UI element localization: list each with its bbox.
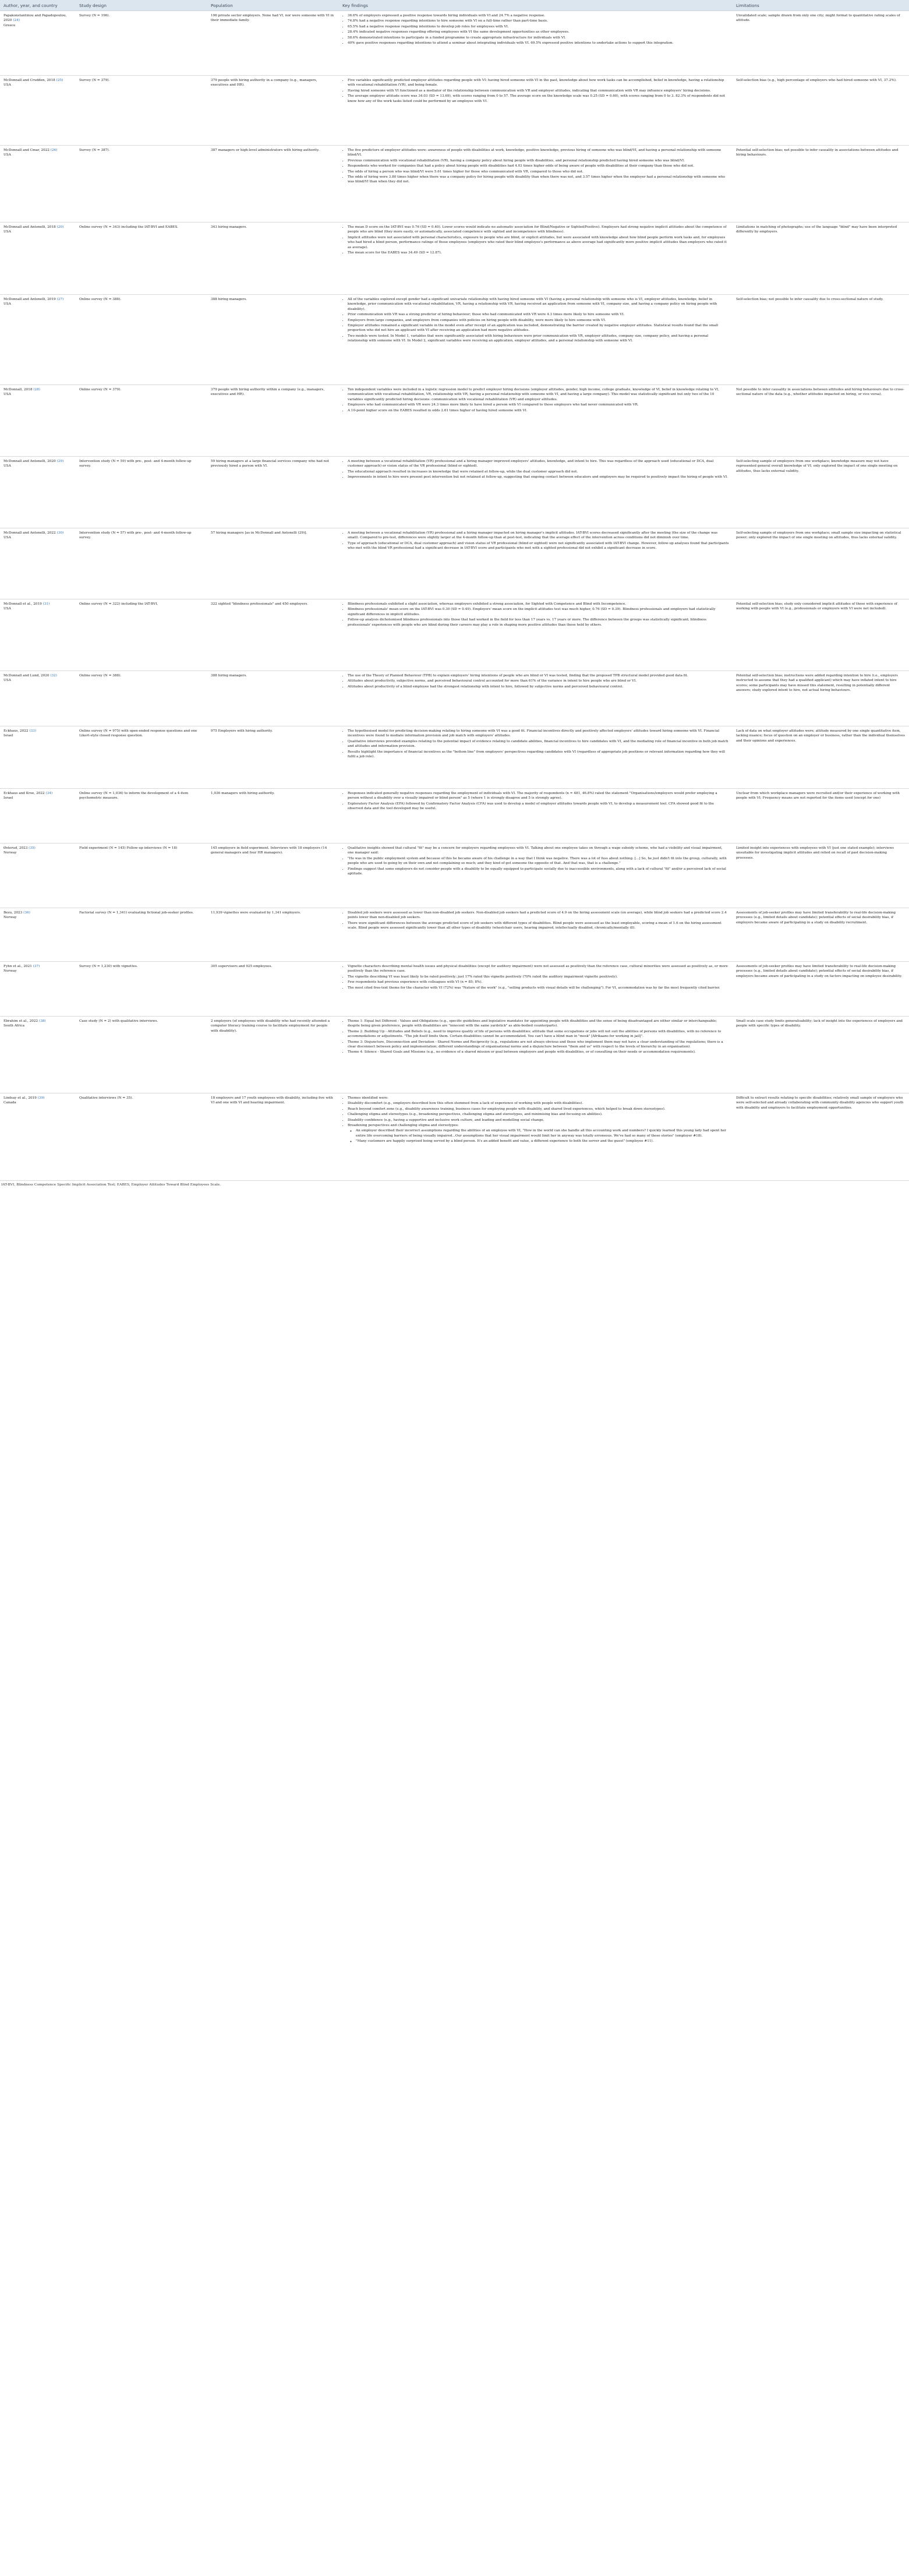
table-row [0, 599, 909, 671]
header-population: Population [207, 0, 339, 11]
population-cell: 343 hiring managers. [207, 223, 339, 295]
limitations-cell: Difficult to extract results relating to specific disabilities; relatively small sample of employers who were self-selected and already collaborating with community disability agencies who support youth with disability and employers to facilitate employment opportunities. [733, 1093, 909, 1181]
table-row [0, 962, 909, 1017]
author-name: McDonnall and Lund, 2020 [3, 674, 49, 677]
author-cell [0, 599, 76, 671]
limitations-cell: Potential self-selection bias; not possible to infer causality in associations between attitudes and hiring behaviours. [733, 146, 909, 223]
study-design-cell: Field experiment (N = 145) Follow-up interviews (N = 18) [76, 844, 207, 908]
study-design-cell: Survey (N = 1,230) with vignettes. [76, 962, 207, 1017]
table-container [0, 0, 909, 1189]
author-name: Ebrahim et al., 2022 [3, 1019, 38, 1023]
author-name: McDonnall et al., 2019 [3, 602, 42, 606]
finding-item: • The mean score for the EABES was 34.49 (SD = 12.87). [348, 250, 729, 255]
finding-item: • 36.6% of employers expressed a positive response towards hiring individuals with VI and 24.7% a negative response. [348, 13, 729, 18]
finding-item: • Qualitative insights showed that cultural "fit" may be a concern for employers regarding employees with VI. Talking about one employee takes on through a wage subsidy scheme, who had a visibility and visual impairment, one manager said: [348, 846, 729, 856]
findings-list [342, 1096, 729, 1144]
key-findings-cell [339, 908, 733, 962]
reference-link[interactable]: (32) [50, 674, 57, 677]
limitations-cell: Potential self-selection bias; study only considered implicit attitudes of those with experience of working with people with VI (e.g., professionals or employers with VI were not included). [733, 599, 909, 671]
table-row [0, 385, 909, 457]
reference-link[interactable]: (39) [37, 1096, 45, 1100]
country: South Africa [3, 1024, 24, 1028]
reference-link[interactable]: (37) [33, 965, 40, 968]
key-findings-cell [339, 844, 733, 908]
findings-list [342, 78, 729, 104]
finding-item: • Prior communication with VR was a strong predictor of hiring behaviour; those who had communicated with VR were 4.3 times more likely to hire someone with VI. [348, 312, 729, 317]
quotes-list [348, 1128, 729, 1144]
findings-list [342, 729, 729, 759]
key-findings-cell [339, 1093, 733, 1181]
finding-item: • The odds of hiring a person who was blind/VI were 5.61 times higher for those who communicated with VR, compared to those who did not. [348, 170, 729, 174]
country: USA [3, 679, 11, 683]
author-cell [0, 385, 76, 457]
author-cell [0, 76, 76, 146]
study-design-cell: Online survey (N = 388). [76, 671, 207, 726]
limitations-cell: Limitations in matching of photographs; use of the language "blind" may have been interpreted differently by employers. [733, 223, 909, 295]
finding-item: • A meeting between a vocational rehabilitation (VR) professional and a hiring manager improved employers' attitudes, knowledge, and intent to hire. This was regardless of the approach used (educational or DCA, dual customer approach) or vision status of the VR professional (blind or sighted). [348, 459, 729, 469]
key-findings-cell [339, 385, 733, 457]
study-design-cell: Case study (N = 2) with qualitative interviews. [76, 1017, 207, 1093]
finding-item: • Disability discomfort (e.g., employers described how this often stemmed from a lack of experience of working with people with disabilities). [348, 1101, 729, 1106]
limitations-cell: Self-selection bias; not possible to infer causality due to cross-sectional nature of study. [733, 295, 909, 385]
finding-item: • The odds of hiring were 3.80 times higher when there was a company policy for hiring people with disability than when there was not, and 3.57 times higher when the employer had a personal relationship with someone who was blind/VI than when they did not. [348, 175, 729, 185]
findings-list [342, 846, 729, 876]
finding-item: • Employers who had communicated with VR were 24.3 times more likely to have hired a person with VI compared to those employers who had never communicated with VR. [348, 403, 729, 407]
country: USA [3, 230, 11, 234]
finding-item: • Employers from large companies, and employers from companies with policies on hiring people with disability, were more likely to hire someone with VI. [348, 318, 729, 323]
reference-link[interactable]: (27) [56, 298, 64, 301]
finding-item: • Responses indicated generally negative responses regarding the employment of individuals with VI. The majority of respondents (n = 481, 46.8%) rated the statement "Organisations/employers would prefer employing a person without a disability over a visually impaired or blind person" as 5 (where 1 is strongly disagree and 5 is strongly agree). [348, 791, 729, 801]
study-design-cell: Survey (N = 196). [76, 11, 207, 76]
finding-item: • The vignette describing VI was least likely to be rated positively; just 17% rated this vignette positively (70% rated the auditory impairment vignette positively). [348, 975, 729, 979]
table-row [0, 671, 909, 726]
study-design-cell: Online survey (N = 388). [76, 295, 207, 385]
reference-link[interactable]: (35) [29, 846, 36, 850]
findings-list [342, 964, 729, 990]
author-cell [0, 844, 76, 908]
finding-item: • 58.6% demonstrated intentions to participate in a funded programme to create appropriate infrastructure for individuals with VI. [348, 36, 729, 40]
finding-item: • Vignette characters describing mental health issues and physical disabilities (except for auditory impairment) were not assessed as positively than the reference case, cultural minorities were assessed as positively as, or more positively than the reference case. [348, 964, 729, 974]
finding-item: • The educational approach resulted in increases in knowledge that were retained at follow-up, while the dual customer approach did not. [348, 470, 729, 474]
findings-list [342, 297, 729, 344]
findings-list [342, 673, 729, 689]
table-row [0, 11, 909, 76]
finding-item: • There were significant differences between the average predicted score of job seekers with different types of disabilities. Blind people were assessed as the least employable, scoring a mean of 1.6 on the hiring assessment scale. Blind people were assessed significantly lower than all other types of disability (wheelchair users, hearing impaired, intellectually disabled, chronically/mentally ill). [348, 921, 729, 931]
author-cell [0, 789, 76, 844]
finding-item: • Results highlight the importance of financial incentives as the "bottom line" from employers' perspectives regarding candidates with VI (regardless of appropriate job positions or relevant information regarding how they will fulfil a job role). [348, 750, 729, 760]
finding-item: • A 10-point higher score on the EABES resulted in odds 2.61 times higher of having hired someone with VI. [348, 408, 729, 413]
author-cell [0, 223, 76, 295]
finding-item: • Broadening perspectives and challenging stigma and stereotypes: [348, 1123, 729, 1128]
key-findings-cell [339, 76, 733, 146]
finding-item: • Implicit attitudes were not associated with personal characteristics, exposure to people who are blind, or explicit attitudes, but were associated with knowledge about how blind people perform work tasks and, for employees who had hired a blind person, performance ratings of those employees (employers who rated their blind employee's performance as above average had significantly more positive implicit attitudes than employers who rated it as average). [348, 235, 729, 250]
findings-list [342, 148, 729, 185]
table-row [0, 726, 909, 789]
limitations-cell: Self-selecting sample of employers from one workplace; small sample size impacting on statistical power; only explored the impact of one single meeting on attitudes, thus lacks external validity. [733, 528, 909, 599]
author-cell [0, 1093, 76, 1181]
finding-item: • Blindness professionals exhibited a slight association, whereas employers exhibited a strong association, for Sighted with Competence and Blind with Incompetence. [348, 602, 729, 606]
table-body [0, 11, 909, 1181]
country: USA [3, 153, 11, 157]
finding-item: • Follow-up analysis dichotomised blindness professionals into those that had worked in the field for less than 17 years vs. 17 years or more. The difference between the groups was statistically significant; blindness professionals' experiences with people who are blind during their careers may play a role in shaping more positive attitudes than those held by others. [348, 617, 729, 627]
author-name: Lindsay et al., 2019 [3, 1096, 37, 1100]
finding-item: • Type of approach (educational or DCA, dual customer approach) and vision status of VR professional (blind or sighted) were not significantly associated with IAT-BVI change. However, follow-up analyses found that participants who met with the blind VR professional had a significant decrease in IAT-BVI score and participants who met with a sighted professional did not exhibit a significant decrease in score. [348, 541, 729, 551]
limitations-cell: Self-selecting sample of employers from one workplace; knowledge measure may not have represented general overall knowledge of VI; only explored the impact of one single meeting on attitudes, thus lacks external validity. [733, 457, 909, 528]
author-cell [0, 671, 76, 726]
finding-item: • 74.8% had a negative response regarding intentions to hire someone with VI on a full-time rather than part-time basis. [348, 19, 729, 23]
limitations-cell: Not possible to infer causality in associations between attitudes and hiring behaviours due to cross-sectional nature of the data (e.g., whether attitudes impacted on hiring, or vice versa). [733, 385, 909, 457]
header-author: Author, year, and country [0, 0, 76, 11]
evidence-table [0, 0, 909, 1181]
population-cell: 59 hiring managers at a large financial services company who had not previously hired a person with VI. [207, 457, 339, 528]
finding-item: • Disabled job seekers were assessed as lower than non-disabled job seekers. Non-disabled job seekers had a predicted score of 4.9 on the hiring assessment scale (on average), while blind job seekers had a predicted score 2.4 points lower than non-disabled job seekers. [348, 911, 729, 920]
key-findings-cell [339, 223, 733, 295]
population-cell: 145 employers in field experiment. Interviews with 18 employers (14 general managers and four HR managers). [207, 844, 339, 908]
quote-item: ◦ "Many customers are happily surprised being served by a blind person. It's an added benefit and value, a different experience to both the server and the guest" (employee #11). [356, 1139, 729, 1144]
author-name: McDonnall and Crudden, 2018 [3, 79, 55, 82]
finding-item: • 65.5% had a negative response regarding intentions to develop job roles for employees with VI. [348, 24, 729, 29]
key-findings-cell [339, 528, 733, 599]
population-cell: 379 people with hiring authority in a company (e.g., managers, executives and HR). [207, 76, 339, 146]
findings-list [342, 791, 729, 811]
limitations-cell: Limited insight into experiences with employees with VI (just one stated example); interviews unsuitable for investigating implicit attitudes and relied on recall of past decision-making processes. [733, 844, 909, 908]
key-findings-cell [339, 789, 733, 844]
author-name: McDonnall and Antonelli, 2022 [3, 531, 56, 535]
table-row [0, 223, 909, 295]
population-cell: 2 employers (of employees with disability who had recently attended a computer literacy training course to facilitate employment for people with disability). [207, 1017, 339, 1093]
finding-item: • The hypothesised model for predicting decision-making relating to hiring someone with VI was a good fit. Financial incentives directly and positively affected employers' attitudes toward hiring someone with VI. Financial incentives were found to mediate information provision and job match with employers' attitudes. [348, 729, 729, 739]
limitations-cell: Potential self-selection bias; instructions were added regarding intention to hire (i.e., employers instructed to assume that they had a qualified applicant) which may have inflated intent to hire scores; some participants may have missed this statement, resulting in potentially different answers; study explored intent to hire, not actual hiring behaviours. [733, 671, 909, 726]
reference-link[interactable]: (33) [29, 729, 37, 733]
reference-link[interactable]: (29) [56, 460, 64, 463]
findings-list [342, 459, 729, 480]
finding-item: • All of the variables explored except gender had a significant univariate relationship with having hired someone with VI (having a personal relationship with someone who is VI, employer attitudes, knowledge, belief in knowledge, prior communication with vocational rehabilitation, VR, having a relationship with VR, having received an application from someone with VI, company size, and having a company policy on hiring people with disability). [348, 297, 729, 312]
findings-list [342, 602, 729, 627]
author-name: Fyhn et al., 2021 [3, 965, 32, 968]
population-cell: 57 hiring managers [as in McDonnall and Antonelli (29)]. [207, 528, 339, 599]
finding-item: • Challenging stigma and stereotypes (e.g., broadening perspectives, challenging stigma and stereotypes, and minimising bias and focusing on abilities). [348, 1112, 729, 1117]
finding-item: • 40% gave positive responses regarding intentions to attend a seminar about integrating individuals with VI. 69.5% expressed positive intentions to undertake actions to support this integration. [348, 41, 729, 45]
finding-item: • The most cited free-text theme for the character with VI (72%) was "Nature of the work" (e.g., "selling products with visual details will be challenging"). For VI, accommodation was by far the most frequently cited barrier. [348, 986, 729, 990]
study-design-cell: Survey (N = 379). [76, 76, 207, 146]
finding-item: • Theme 3: Disjuncture, Disconnection and Deviation - Shared Norms and Reciprocity (e.g., regulations are not always obvious and those who implement them may not have a clear understanding of the regulations; there is a clear disconnect between policy and implementation; different understandings of organisational norms and a disjuncture between "them and us" with respect to the levels of hierarchy in an organisation). [348, 1040, 729, 1050]
author-cell [0, 726, 76, 789]
finding-item: • Exploratory Factor Analysis (EFA) followed by Confirmatory Factor Analysis (CFA) was used to develop a model of employer attitudes towards people with VI, to develop a measurement tool. CFA showed good fit to the observed data and the tool developed may be useful. [348, 802, 729, 811]
finding-item: • "He was in the public employment system and because of this he became aware of his challenge in a way that I think was negative. There was a lot of fuss about nothing. [...] So, he just didn't fit into the group, culturally, with people who are used to going by on their own and not complaining so much; and they kind of got someone the opposite of that. And that was, that is a challenge." [348, 856, 729, 866]
country: Norway [3, 969, 17, 973]
population-cell: 387 managers or high-level administrators with hiring authority. [207, 146, 339, 223]
table-header [0, 0, 909, 11]
country: USA [3, 393, 11, 397]
reference-link[interactable]: (38) [38, 1019, 46, 1023]
author-cell [0, 962, 76, 1017]
limitations-cell: Self-selection bias (e.g., high percentage of employers who had hired someone with VI, 37.2%). [733, 76, 909, 146]
table-row [0, 908, 909, 962]
population-cell: 322 sighted "blindness professionals" and 450 employers. [207, 599, 339, 671]
country: USA [3, 464, 11, 468]
study-design-cell: Online survey (N = 1,036) to inform the development of a 4-item psychometric measure. [76, 789, 207, 844]
limitations-cell: Unvalidated scale; sample drawn from only one city; might format to quantitative rating scales of attitude. [733, 11, 909, 76]
reference-link[interactable]: (25) [56, 79, 63, 82]
author-cell [0, 908, 76, 962]
limitations-cell: Assessments of job-seeker profiles may have limited transferability to real-life decision-making processes (e.g., limited details about candidate); potential effects of social desirability bias, if employers became aware of participating in a study on disability recruitment. [733, 908, 909, 962]
finding-item: • Findings suggest that some employers do not consider people with a disability to be equally equipped to participate socially due to inaccessible environments, along with a lack of cultural "fit" and/or a perceived lack of social aptitude. [348, 867, 729, 877]
reference-link[interactable]: (20) [56, 225, 64, 229]
key-findings-cell [339, 671, 733, 726]
table-footnote: IAT-BVI, Blindness Competence Specific Implicit Association Test; EABES, Employer Attitudes Toward Blind Employees Scale. [1, 1183, 221, 1187]
table-row [0, 146, 909, 223]
country: Canada [3, 1101, 16, 1105]
header-limitations: Limitations [733, 0, 909, 11]
population-cell: 11,939 vignettes were evaluated by 1,341 employers. [207, 908, 339, 962]
study-design-cell: Factorial survey (N = 1,341) evaluating fictional job-seeker profiles. [76, 908, 207, 962]
study-design-cell: Online survey (N = 322) including the IAT-BVI. [76, 599, 207, 671]
study-design-cell: Intervention study (N = 57) with pre-, post- and 4-month follow-up survey. [76, 528, 207, 599]
country: Israel [3, 734, 13, 738]
table-row [0, 457, 909, 528]
study-design-cell: Online survey (N = 975) with open-ended response questions and one Likert-style closed response question. [76, 726, 207, 789]
author-name: McDonnall, 2018 [3, 388, 33, 391]
author-name: Papakonstantinou and Papadopoulou, 2020 [3, 14, 67, 23]
finding-item: • Two models were tested. In Model 1, variables that were significantly associated with hiring behaviours were prior communication with VR, employer attitudes, company size, company policy, and having a personal relationship with someone with VI. In Model 2, significant variables were receiving an application, employer attitudes, and a personal relationship with someone with VI. [348, 334, 729, 344]
population-cell: 305 supervisors and 925 employees. [207, 962, 339, 1017]
findings-list [342, 1019, 729, 1055]
finding-item: • Ten independent variables were included in a logistic regression model to predict employer hiring decisions (employer attitudes, gender, high income, college graduate, knowledge of VI, belief in knowledge relating to VI, communication with vocational rehabilitation, VR, relationship with VR, having a personal relationship with someone with VI, and having a large company). This model was statistically significant but only two of the 10 variables significantly predicted hiring decisions: communication with vocational rehabilitation (VR) and employer attitudes. [348, 387, 729, 402]
author-name: Østerud, 2023 [3, 846, 28, 850]
country: Israel [3, 796, 13, 800]
study-design-cell: Intervention study (N = 59) with pre-, post- and 4-month follow-up survey. [76, 457, 207, 528]
author-name: Bezu, 2023 [3, 911, 23, 915]
reference-link[interactable]: (28) [33, 388, 40, 391]
reference-link[interactable]: (34) [45, 792, 53, 795]
reference-link[interactable]: (26) [50, 149, 58, 152]
author-cell [0, 1017, 76, 1093]
key-findings-cell [339, 295, 733, 385]
limitations-cell: Assessments of job-seeker profiles may have limited transferability to real-life decision-making processes (e.g., limited details about candidate); potential effects of social desirability bias, if employers became aware of participating in a study on factors impacting on employee desirability. [733, 962, 909, 1017]
country: USA [3, 536, 11, 540]
finding-item: • Blindness professionals' mean score on the IAT-BVI was 0.30 (SD = 0.49). Employers' mean score on the implicit attitudes test was much higher, 0.76 (SD = 0.39). Blindness professionals and employers had statistically significant differences in implicit attitudes. [348, 607, 729, 617]
finding-item: • Qualitative interviews provided examples relating to the potential impact of evidence relating to candidate abilities, financial incentives to hire candidates with VI, and the mediating role of financial incentive in both job match and attitudes and information provision. [348, 739, 729, 749]
header-study-design: Study design [76, 0, 207, 11]
finding-item: • Having hired someone with VI functioned as a mediator of the relationship between communication with VR and employer attitudes, indicating that communication with VR may influence employers' hiring decisions. [348, 89, 729, 93]
country: Greece [3, 23, 16, 27]
key-findings-cell [339, 457, 733, 528]
table-row [0, 844, 909, 908]
finding-item: • 28.4% indicated negative responses regarding offering employees with VI the same development opportunities as other employees. [348, 30, 729, 34]
limitations-cell: Unclear from which workplace managers were recruited and/or their experience of working with people with VI; Frequency means are not reported for the items used (except for one) [733, 789, 909, 844]
finding-item: • Themes identified were: [348, 1096, 729, 1100]
author-cell [0, 146, 76, 223]
finding-item: • Previous communication with vocational rehabilitation (VR), having a company policy about hiring people with disabilities, and personal relationship predicted having hired someone who was blind/VI. [348, 158, 729, 163]
finding-item: • The use of the Theory of Planned Behaviour (TPB) to explain employers' hiring intentions of people who are blind or VI was tested, finding that the proposed TPB structural model provided good data fit. [348, 673, 729, 678]
findings-list [342, 531, 729, 551]
country: Norway [3, 916, 17, 920]
author-cell [0, 457, 76, 528]
author-cell [0, 528, 76, 599]
study-design-cell: Survey (N = 387). [76, 146, 207, 223]
key-findings-cell [339, 11, 733, 76]
table-row [0, 1093, 909, 1181]
author-name: Eckhaus and Kroe, 2022 [3, 792, 45, 795]
author-name: McDonnall and Antonelli, 2018 [3, 225, 56, 229]
population-cell: 18 employers and 17 youth employees with disability, including five with VI and one with VI and hearing impairment. [207, 1093, 339, 1181]
finding-item: • Few respondents had previous experience with colleagues with VI (n = 85; 8%). [348, 980, 729, 984]
country: Norway [3, 851, 17, 855]
finding-item: • Improvements in intent to hire were present post intervention but not retained at follow-up, suggesting that ongoing contact between educators and employers may be required to positively impact the hiring of people with VI. [348, 475, 729, 479]
findings-list [342, 225, 729, 255]
author-cell [0, 295, 76, 385]
population-cell: 1,036 managers with hiring authority. [207, 789, 339, 844]
finding-item: • Attitudes about productivity of a blind employee had the strongest relationship with intent to hire, followed by subjective norms and perceived behavioural control. [348, 684, 729, 689]
author-name: McDonnall and Cmar, 2022 [3, 149, 49, 152]
quote-item: ◦ An employer described their incorrect assumptions regarding the abilities of an employee with VI, "How in the world can she handle all this accounting work and numbers? I quickly learned this young lady had spent her entire life overcoming barriers of being visually impaired...Our assumptions that her visual impairment would limit her in anyway was totally erroneous. We've had so many of those stories" (employer #18). [356, 1128, 729, 1138]
author-name: McDonnall and Antonelli, 2020 [3, 460, 56, 463]
country: USA [3, 607, 11, 611]
reference-link[interactable]: (36) [23, 911, 30, 915]
study-design-cell: Online survey (N = 379). [76, 385, 207, 457]
study-design-cell: Qualitative interviews (N = 35). [76, 1093, 207, 1181]
finding-item: • Reach beyond comfort zone (e.g., disability awareness training, business cases for employing people with disability, and shared lived experiences, which helped to break down stereotypes). [348, 1107, 729, 1111]
finding-item: • The five predictors of employer attitudes were: awareness of people with disabilities at work, knowledge, positive knowledge, previous hiring of someone who was blind/VI, and having a personal relationship with someone blind/VI. [348, 148, 729, 158]
reference-link[interactable]: (30) [56, 531, 64, 535]
header-row [0, 0, 909, 11]
finding-item: • The mean D score on the IAT-BVI was 0.76 (SD = 0.40). Lower scores would indicate no automatic association for Blind/Negative or Sighted/Positive). Employers had strong negative implicit attitudes about the competence of people who are blind (they more easily, or automatically, associated competence with sighted and incompetence with blindness). [348, 225, 729, 235]
finding-item: • The average employer attitude score was 34.03 (SD = 13.69), with scores ranging from 0 to 57. The average score on the knowledge scale was 0.25 (SD = 0.60), with scores ranging from 0 to 3. 82.3% of respondents did not know how any of the work tasks listed could be performed by an employee with VI. [348, 94, 729, 104]
reference-link[interactable]: (24) [13, 19, 20, 23]
limitations-cell: Small scale case study limits generalisability; lack of insight into the experiences of employers and people with specific types of disability. [733, 1017, 909, 1093]
findings-list [342, 387, 729, 413]
limitations-cell: Lack of data on what employer attitudes were; attitude measured by one single quantitative item, lacking nuance; focus of question on an employer or business, rather than the individual themselves and their opinions and experiences. [733, 726, 909, 789]
population-cell: 388 hiring managers. [207, 671, 339, 726]
findings-list [342, 911, 729, 931]
key-findings-cell [339, 599, 733, 671]
key-findings-cell [339, 726, 733, 789]
table-row [0, 789, 909, 844]
country: USA [3, 302, 11, 306]
table-row [0, 295, 909, 385]
author-name: McDonnall and Antonelli, 2019 [3, 298, 56, 301]
table-row [0, 528, 909, 599]
key-findings-cell [339, 1017, 733, 1093]
author-name: Eckhaus, 2022 [3, 729, 29, 733]
population-cell: 975 Employers with hiring authority. [207, 726, 339, 789]
finding-item: • Employer attitudes remained a significant variable in the model even after receipt of an application was included, demonstrating the barrier created by negative employer attitudes. Statistical results found that the small proportion who did not hire an applicant with VI after receiving an application had more negative attitudes. [348, 323, 729, 333]
findings-list [342, 13, 729, 45]
population-cell: 196 private sector employers. None had VI, nor were someone with VI in their immediate family. [207, 11, 339, 76]
study-design-cell: Online survey (N = 343) including the IAT-BVI and EABES. [76, 223, 207, 295]
finding-item: • A meeting between a vocational rehabilitation (VR) professional and a hiring manager impacted on hiring manager's implicit attitudes. IAT-BVI scores decreased significantly after the meeting (the size of the change was small). Compared to pre-test, differences were slightly larger at the 4-month follow-up than at post-test, indicating that the average effect of the intervention across conditions did not diminish over time. [348, 531, 729, 541]
finding-item: • Attitudes about productivity, subjective norms, and perceived behavioural control accounted for more than 61% of the variance in intent to hire people who are blind or VI. [348, 679, 729, 683]
finding-item: • Five variables significantly predicted employer attitudes regarding people with VI: having hired someone with VI in the past, knowledge about how work tasks can be accomplished, belief in knowledge, having a relationship with vocational rehabilitation (VR), and being female. [348, 78, 729, 88]
table-row [0, 76, 909, 146]
reference-link[interactable]: (31) [43, 602, 50, 606]
country: USA [3, 83, 11, 87]
table-row [0, 1017, 909, 1093]
population-cell: 379 people with hiring authority within a company (e.g., managers, executives and HR). [207, 385, 339, 457]
key-findings-cell [339, 146, 733, 223]
finding-item: • Theme 1: Equal but Different - Values and Obligations (e.g., specific guidelines and legislative mandates for appointing people with disabilities and the sense of being disadvantaged are either similar or interchangeable; despite being given preference, people with disabilities are "innocent with the same yardstick" as able-bodied counterparts). [348, 1019, 729, 1029]
finding-item: • Respondents who worked for companies that had a policy about hiring people with disabilities had 4.03 times higher odds of being aware of people with disabilities at their company than those who did not. [348, 164, 729, 168]
finding-item: • Theme 2: Building Up - Attitudes and Beliefs (e.g., need to improve quality of life of persons with disabilities; attitude that some occupations or jobs will not suit the abilities of persons with disabilities, with no reference to accommodations or adjustments. "The job itself limits them. Certain disabilities cannot be accommodated. You can't have a blind man in "mosk" [Afrikaans for working in jail]". [348, 1029, 729, 1039]
finding-item: • Theme 4: Silence - Shared Goals and Missions (e.g., no evidence of a shared mission or goal between employers and people with disabilities, or of consulting on their needs or accommodation requirements). [348, 1050, 729, 1054]
header-key-findings: Key findings [339, 0, 733, 11]
key-findings-cell [339, 962, 733, 1017]
population-cell: 388 hiring managers. [207, 295, 339, 385]
author-cell [0, 11, 76, 76]
finding-item: • Disability confidence (e.g., having a supportive and inclusive work culture, and leading and modelling social change. [348, 1118, 729, 1123]
